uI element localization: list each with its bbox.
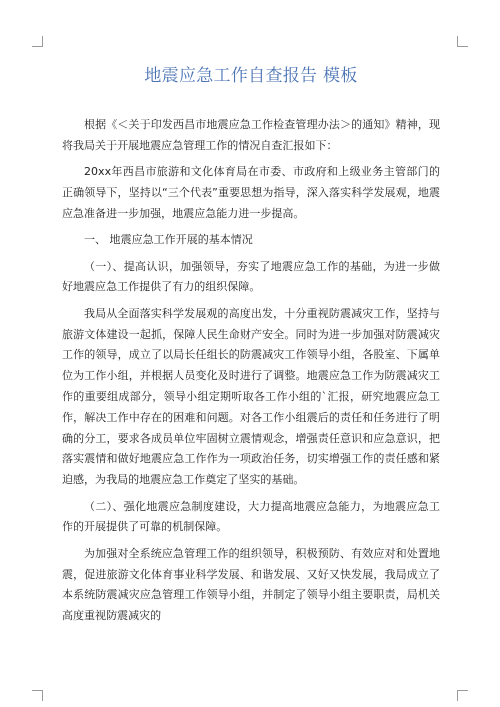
subsection-heading-1: （一）、提高认识，加强领导，夯实了地震应急工作的基础，为进一步做好地震应急工作提供了有力的组织保障。 [62,259,440,294]
subsection-heading-2: （二）、强化地震应急制度建设，大力提高地震应急能力，为地震应急工作的开展提供了可靠的机制保障。 [62,499,440,534]
crop-mark-bottom-right [457,690,468,701]
crop-mark-bottom-left [32,690,43,701]
document-title: 地震应急工作自查报告 模板 [144,66,358,86]
paragraph-leadership: 我局从全面落实科学发展观的高度出发，十分重视防震减灾工作，坚持与旅游文体建设一起抓，保障人民生命财产安全。同时为进一步加强对防震减灾工作的领导，成立了以局长任组长的防震减灾工作领导小组，各股室、下属单位为工作小组，并根据人员变化及时进行了调整。地震应急工作为防震减灾工作的重要组成部分，领导小组定期听取各工作小组的`汇报，研究地震应急工作，解决工作中存在的困难和问题。对各工作小组震后的责任和任务进行了明确的分工，要求各成员单位牢固树立震情观念，增强责任意识和应急意识，把落实震情和做好地震应急工作作为一项政治任务，切实增强工作的责任感和紧迫感，为我局的地震应急工作奠定了坚实的基础。 [62,306,440,487]
crop-mark-top-left [32,36,43,47]
paragraph-system: 为加强对全系统应急管理工作的组织领导，积极预防、有效应对和处置地震，促进旅游文化体育事业科学发展、和谐发展、又好又快发展，我局成立了本系统防震减灾应急管理工作领导小组，并制定了领导小组主要职责，局机关高度重视防震减灾的 [62,546,440,623]
paragraph-intro: 根据《＜关于印发西昌市地震应急工作检查管理办法＞的通知》精神，现将我局关于开展地震应急管理工作的情况自查汇报如下： [62,118,440,152]
document-body [62,64,440,627]
paragraph-overview: 20xx年西昌市旅游和文化体育局在市委、市政府和上级业务主管部门的正确领导下，坚持以“三个代表”重要思想为指导，深入落实科学发展观，地震应急准备进一步加强，地震应急能力进一步提高。 [62,165,440,220]
crop-mark-top-right [457,36,468,47]
section-heading-1: 一、 地震应急工作开展的基本情况 [84,233,253,247]
